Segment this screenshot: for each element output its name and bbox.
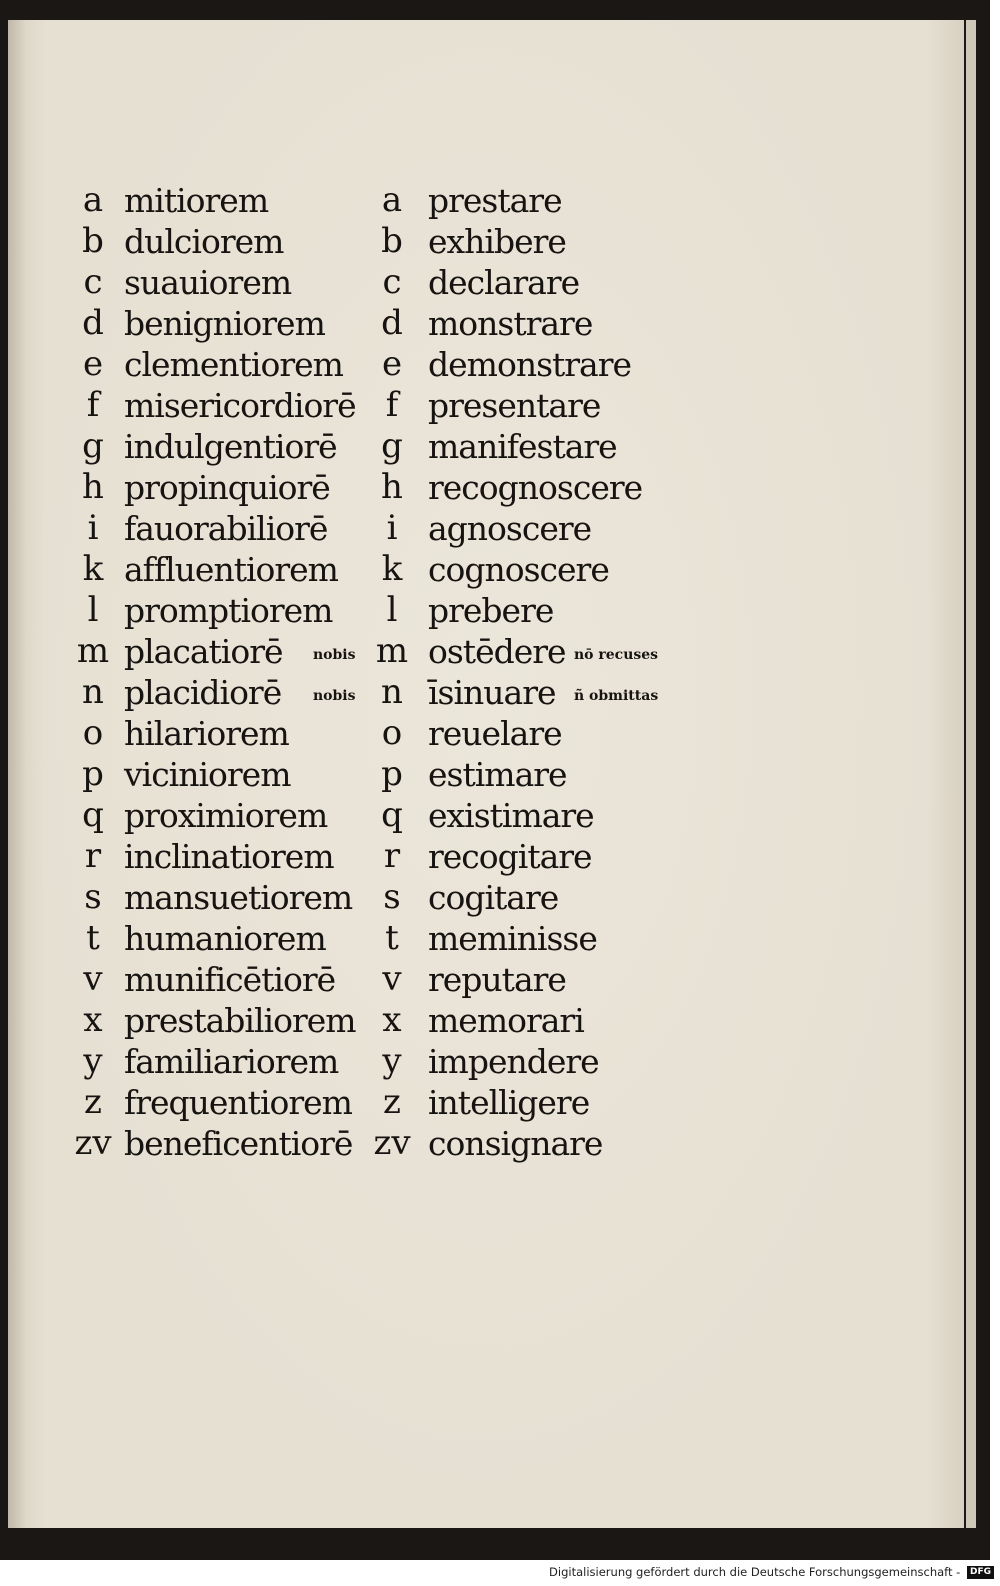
row-letter-second: a (381, 180, 403, 220)
row-letter: h (82, 467, 104, 507)
row-letter: c (83, 262, 103, 302)
row-letter: b (82, 221, 104, 261)
row-letter: s (84, 877, 102, 917)
row-letter: a (82, 180, 104, 220)
row-letter-second: p (381, 754, 403, 794)
row-letter-second: l (386, 590, 398, 630)
row-letter: q (82, 795, 104, 835)
row-verb: īsinuare (428, 673, 556, 712)
row-adjective: affluentiorem (124, 550, 338, 589)
table-row (0, 959, 966, 1000)
row-letter: n (82, 672, 104, 712)
row-adjective: placatiorē (124, 632, 283, 671)
row-letter-second: v (382, 959, 402, 999)
row-letter-second: b (381, 221, 403, 261)
row-letter: p (82, 754, 104, 794)
table-row (0, 180, 966, 221)
row-adjective: dulciorem (124, 222, 284, 261)
row-annotation-second: nō recuses (574, 647, 659, 663)
table-row (0, 1123, 966, 1164)
row-adjective: placidiorē (124, 673, 282, 712)
row-verb: exhibere (428, 222, 566, 261)
row-letter: i (87, 508, 99, 548)
row-verb: ostēdere (428, 632, 566, 671)
row-letter-second: x (382, 1000, 402, 1040)
table-row (0, 1082, 966, 1123)
row-letter: m (76, 631, 110, 671)
row-adjective: prestabiliorem (124, 1001, 356, 1040)
row-letter-second: t (385, 918, 399, 958)
row-letter-second: zv (373, 1123, 411, 1163)
table-row (0, 754, 966, 795)
row-adjective: mansuetiorem (124, 878, 353, 917)
table-row (0, 836, 966, 877)
table-row (0, 549, 966, 590)
row-adjective: frequentiorem (124, 1083, 352, 1122)
row-letter-second: m (375, 631, 409, 671)
table-row (0, 795, 966, 836)
row-verb: demonstrare (428, 345, 632, 384)
row-letter-second: i (386, 508, 398, 548)
row-adjective: promptiorem (124, 591, 333, 630)
row-letter-second: q (381, 795, 403, 835)
row-letter: l (87, 590, 99, 630)
table-row (0, 344, 966, 385)
row-verb: recognoscere (428, 468, 643, 507)
row-letter-second: z (383, 1082, 401, 1122)
row-letter: r (84, 836, 102, 876)
table-row (0, 672, 966, 713)
row-letter: e (82, 344, 104, 384)
row-letter-second: y (382, 1041, 402, 1081)
row-verb: prestare (428, 181, 562, 220)
row-verb: recogitare (428, 837, 592, 876)
row-annotation-second: ñ obmittas (574, 688, 659, 704)
row-verb: reuelare (428, 714, 562, 753)
table-row (0, 385, 966, 426)
row-verb: agnoscere (428, 509, 592, 548)
row-letter-second: n (381, 672, 403, 712)
row-adjective: viciniorem (124, 755, 291, 794)
table-row (0, 303, 966, 344)
row-letter: v (83, 959, 103, 999)
row-adjective: proximiorem (124, 796, 328, 835)
row-letter: o (82, 713, 104, 753)
row-adjective: indulgentiorē (124, 427, 337, 466)
row-verb: declarare (428, 263, 580, 302)
row-letter: g (82, 426, 104, 466)
row-adjective: munificētiorē (124, 960, 336, 999)
row-adjective: benigniorem (124, 304, 325, 343)
row-adjective: suauiorem (124, 263, 292, 302)
table-row (0, 1000, 966, 1041)
row-verb: meminisse (428, 919, 597, 958)
row-verb: intelligere (428, 1083, 590, 1122)
row-verb: memorari (428, 1001, 584, 1040)
row-verb: cogitare (428, 878, 559, 917)
row-verb: consignare (428, 1124, 603, 1163)
row-letter: k (82, 549, 104, 589)
row-letter: d (82, 303, 104, 343)
row-letter: y (83, 1041, 103, 1081)
table-row (0, 877, 966, 918)
row-letter: x (83, 1000, 103, 1040)
table-row (0, 590, 966, 631)
row-adjective: inclinatiorem (124, 837, 334, 876)
row-adjective: hilariorem (124, 714, 289, 753)
row-adjective: misericordiorē (124, 386, 356, 425)
row-letter-second: c (382, 262, 402, 302)
alphabet-word-table (0, 180, 966, 1170)
row-verb: existimare (428, 796, 594, 835)
row-adjective: fauorabiliorē (124, 509, 328, 548)
row-letter: t (86, 918, 100, 958)
row-letter-second: s (383, 877, 401, 917)
dfg-logo: DFG (967, 1566, 994, 1579)
row-letter-second: o (381, 713, 403, 753)
page-edge (966, 20, 976, 1528)
row-adjective: clementiorem (124, 345, 343, 384)
table-row (0, 918, 966, 959)
row-letter-second: f (385, 385, 399, 425)
row-verb: estimare (428, 755, 567, 794)
row-adjective: familiariorem (124, 1042, 339, 1081)
table-row (0, 426, 966, 467)
table-row (0, 713, 966, 754)
row-verb: presentare (428, 386, 601, 425)
row-verb: reputare (428, 960, 566, 999)
credit-text: Digitalisierung gefördert durch die Deutsche Forschungsgemeinschaft - (549, 1565, 961, 1579)
row-adjective: mitiorem (124, 181, 269, 220)
row-verb: prebere (428, 591, 554, 630)
row-letter-second: k (381, 549, 403, 589)
table-row (0, 221, 966, 262)
row-letter-second: e (381, 344, 403, 384)
row-verb: monstrare (428, 304, 593, 343)
row-verb: cognoscere (428, 550, 609, 589)
table-row (0, 508, 966, 549)
digitization-credit (549, 1562, 994, 1582)
table-row (0, 1041, 966, 1082)
row-letter-second: r (383, 836, 401, 876)
table-row (0, 262, 966, 303)
row-letter: zv (74, 1123, 112, 1163)
table-row (0, 631, 966, 672)
table-row (0, 467, 966, 508)
row-letter-second: h (381, 467, 403, 507)
row-verb: manifestare (428, 427, 617, 466)
row-adjective: humaniorem (124, 919, 326, 958)
row-verb: impendere (428, 1042, 599, 1081)
row-annotation: nobis (313, 647, 356, 663)
row-adjective: propinquiorē (124, 468, 330, 507)
row-letter-second: g (381, 426, 403, 466)
row-letter: f (86, 385, 100, 425)
row-annotation: nobis (313, 688, 356, 704)
row-letter: z (84, 1082, 102, 1122)
row-letter-second: d (381, 303, 403, 343)
row-adjective: beneficentiorē (124, 1124, 353, 1163)
